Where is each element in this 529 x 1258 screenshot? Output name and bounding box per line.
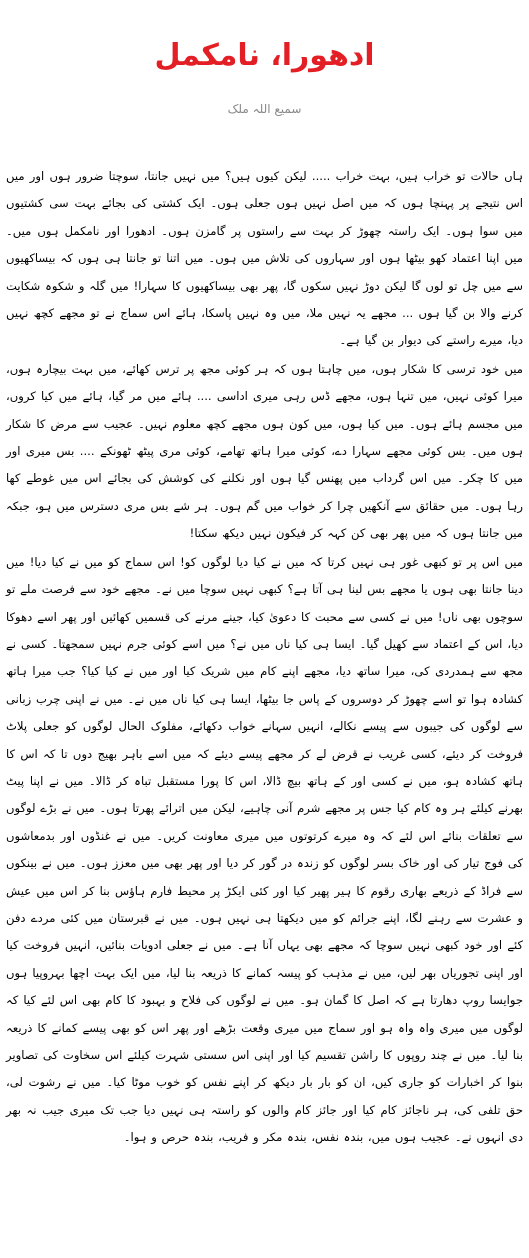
- article-paragraph-3: میں اس پر تو کبھی غور ہی نہیں کرتا کہ میں نے کیا دیا لوگوں کو! اس سماج کو میں نے کیا دیا! میں دینا جانتا بھی ہوں یا مجھے بس لینا ہی آتا ہے؟ کبھی نہیں سوچا میں نے۔ مجھے خود سے فرصت ملے تو سوچوں بھی ناں! میں نے کسی سے محبت کا دعویٰ کیا، جینے مرنے کی قسمیں کھائیں اور پھر اسے دھوکا دیا، اس کے اعتماد سے کھیل گیا۔ ایسا ہی کیا ناں میں نے؟ میں اسے کوئی جرم نہیں سمجھتا۔ کسی نے مجھ سے ہمدردی کی، میرا ساتھ دیا، مجھے اپنے کام میں شریک کیا اور میں نے کیا کیا؟ جب میرا ہاتھ کشادہ ہوا تو اسے چھوڑ کر دوسروں کے پاس جا بیٹھا، ایسا ہی کیا ناں میں نے۔ میں نے اپنی چرب زبانی سے لوگوں کی جیبوں سے پیسے نکالے، انہیں سہانے خواب دکھائے، مفلوک الحال لوگوں کو جعلی پلاٹ فروخت کر دیئے، کسی غریب نے قرض لے کر مجھے پیسے دیئے کہ میں اسے باہر بھیج دوں تا کہ اس کا ہاتھ کشادہ ہو، میں نے کسی اور کے ہاتھ بیچ ڈالا، اس کا پورا مستقبل تباہ کر ڈالا۔ میں نے اپنا پیٹ بھرنے کیلئے ہر وہ کام کیا جس پر مجھے شرم آنی چاہیے، لیکن میں اترائے پھرتا ہوں۔ میں نے بڑے لوگوں سے تعلقات بنائے اس لئے کہ وہ میرے کرتوتوں میں میری معاونت کریں۔ میں نے غنڈوں اور بدمعاشوں کی فوج تیار کی اور خاک بسر لوگوں کو زندہ در گور کر دیا اور پھر بھی میں معزز ہوں۔ میں نے بینکوں سے فراڈ کے ذریعے بھاری رقوم کا ہیر پھیر کیا اور کئی ایکڑ پر محیط فارم ہاؤس بنا کر اس میں عیش و عشرت سے رہنے لگا، اپنے جرائم کو میں دیکھتا ہی نہیں ہوں۔ میں نے قبرستان میں کئی مردے دفن کئے اور خود کبھی نہیں سوچا کہ مجھے بھی یہاں آنا ہے۔ میں نے جعلی ادویات بنائیں، انہیں فروخت کیا اور اپنی تجوریاں بھر لیں، میں نے مذہب کو پیسہ کمانے کا ذریعہ بنا لیا، میں ایک بہت اچھا بہروپیا ہوں جوایسا روپ دھارتا ہے کہ اصل کا گمان ہو۔ میں نے لوگوں کی فلاح و بہبود کا کام بھی اس لئے کیا کہ لوگوں میں میری واہ واہ ہو اور سماج میں میری وقعت بڑھے اور پھر اس کو بھی پیسے کمانے کا ذریعہ بنا لیا۔ میں نے چند روپوں کا راشن تقسیم کیا اور اپنی اس سستی شہرت کیلئے اس سخاوت کی تصاویر بنوا کر اخبارات کو جاری کیں، ان کو بار بار دیکھ کر اپنے نفس کو خوب موٹا کیا۔ میں نے رشوت لی، حق تلفی کی، ہر ناجائز کام کیا اور جائز کام والوں کو راستہ ہی نہیں دیا جب تک میری جیب نہ بھر دی انہوں نے۔ عجیب ہوں میں، بندہ نفس، بندہ مکر و فریب، بندہ حرص و ہوا۔: [6, 554, 523, 1145]
- article-title: ادھورا، نامکمل: [154, 38, 375, 73]
- article-paragraph-1: ہاں حالات تو خراب ہیں، بہت خراب ..... لیکن کیوں ہیں؟ میں نہیں جانتا، سوچتا ضرور ہوں اور میں اس نتیجے پر پہنچا ہوں کہ میں اصل نہیں ہوں جعلی ہوں۔ ایک کشتی کی بجائے بہت سی کشتیوں میں سوا ہوں۔ ایک راستہ چھوڑ کر بہت سے راستوں پر گامزن ہوں۔ ادھورا اور نامکمل ہوں میں۔ میں اپنا اعتماد کھو بیٹھا ہوں اور سہاروں کی تلاش میں ہوں۔ میں اتنا تو جانتا ہی ہوں کہ بیساکھیوں سے میں چل تو لوں گا لیکن دوڑ نہیں سکوں گا، پھر بھی بیساکھیوں کا سہارا! میں گلہ و شکوہ شکایت کرنے والا بن گیا ہوں ... مجھے یہ نہیں ملا، میں وہ نہیں پاسکا، ہائے اس سماج نے تو مجھے کچھ نہیں دیا، میرے راستے کی دیوار بن گیا ہے۔: [6, 169, 523, 348]
- author-byline: سمیع اللہ ملک: [227, 102, 302, 116]
- article-paragraph-2: میں خود ترسی کا شکار ہوں، میں چاہتا ہوں کہ ہر کوئی مجھ پر ترس کھائے، میں بہت بیچارہ ہوں، میرا کوئی نہیں، میں تنہا ہوں، مجھے ڈس رہی میری اداسی .... ہائے میں مر گیا، ہائے میں کیا کروں، میں مجسم ہائے ہوں۔ میں کیا ہوں، میں کون ہوں مجھے کچھ معلوم نہیں۔ عجیب سے مرض کا شکار ہوں میں۔ بس کوئی مجھے سہارا دے، کوئی میرا ہاتھ تھامے، کوئی مری پیٹھ ٹھونکے .... بس میری اور میں کا چکر۔ میں اس گرداب میں پھنس گیا ہوں اور نکلنے کی کوشش کی بجائے اس میں غوطے کھا رہا ہوں۔ میں حقائق سے آنکھیں چرا کر خواب میں گم ہوں۔ ہر شے بس مری دسترس میں ہو، جبکہ میں جانتا ہوں کہ میں پھر بھی کن کہہ کر فیکون نہیں دیکھ سکتا!: [6, 361, 523, 541]
- article-body: [6, 163, 523, 1152]
